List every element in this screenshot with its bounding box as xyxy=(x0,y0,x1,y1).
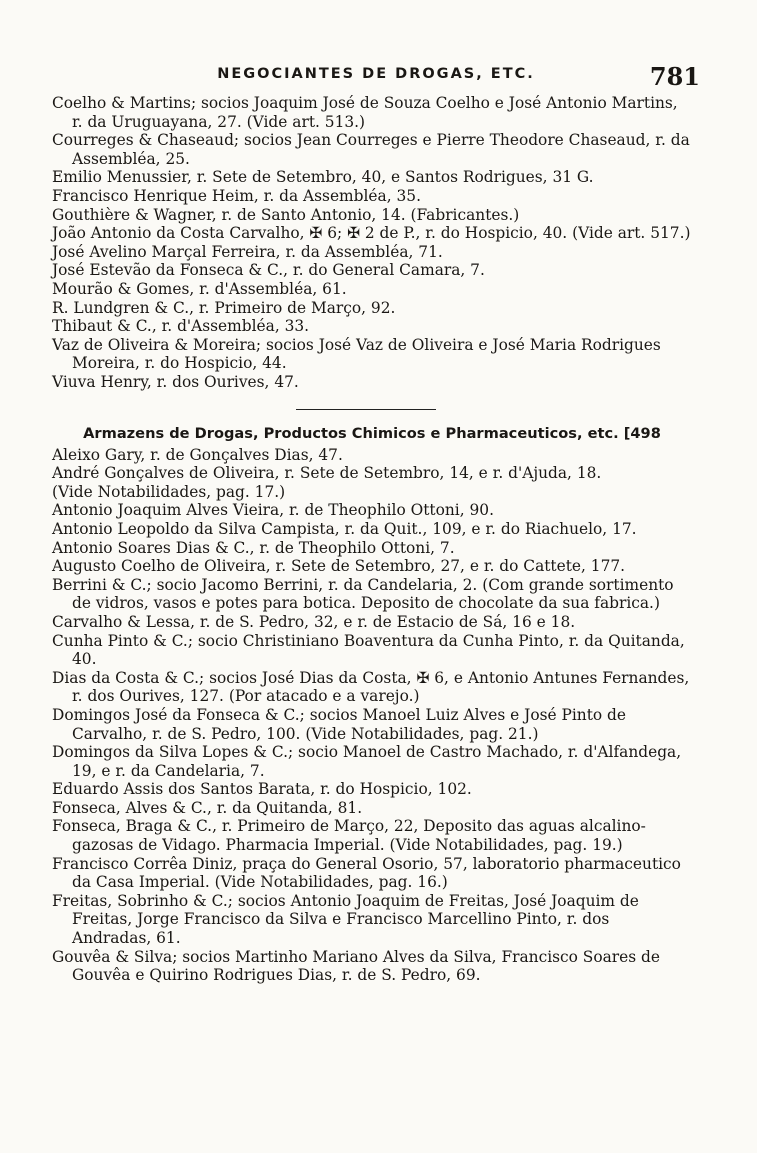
entry: Aleixo Gary, r. de Gonçalves Dias, 47. xyxy=(52,445,343,464)
entry: Vaz de Oliveira & Moreira; socios José Vaz de Oliveira e José Maria Rodrigues Moreira, r. do Hospicio, 44. xyxy=(52,335,661,373)
entry: Courreges & Chaseaud; socios Jean Courreges e Pierre Theodore Chaseaud, r. da Assembléa, 25. xyxy=(52,131,690,168)
entry: Berrini & C.; socio Jacomo Berrini, r. da Candelaria, 2. (Com grande sortimento de vidros, vasos e potes para botica. Deposito de chocolate da sua fabrica.) xyxy=(52,575,674,613)
section-drug-warehouses xyxy=(52,425,692,985)
entry: Antonio Joaquim Alves Vieira, r. de Theophilo Ottoni, 90. xyxy=(52,501,494,520)
entry: Carvalho & Lessa, r. de S. Pedro, 32, e r. de Estacio de Sá, 16 e 18. xyxy=(52,612,576,631)
entry: Dias da Costa & C.; socios José Dias da Costa, ✠ 6, e Antonio Antunes Fernandes, r. dos Ourives, 127. (Por atacado e a varejo.) xyxy=(52,668,690,706)
page-number: 781 xyxy=(649,62,700,91)
entry: André Gonçalves de Oliveira, r. Sete de Setembro, 14, e r. d'Ajuda, 18. xyxy=(52,464,602,483)
entry: Thibaut & C., r. d'Assembléa, 33. xyxy=(52,317,310,336)
entry: Gouthière & Wagner, r. de Santo Antonio, 14. (Fabricantes.) xyxy=(52,205,520,224)
entry: Francisco Henrique Heim, r. da Assembléa, 35. xyxy=(52,186,421,205)
section-drug-merchants xyxy=(52,94,692,392)
entry: Augusto Coelho de Oliveira, r. Sete de Setembro, 27, e r. do Cattete, 177. xyxy=(52,557,626,576)
entry: Domingos da Silva Lopes & C.; socio Manoel de Castro Machado, r. d'Alfandega, 19, e r. da Candelaria, 7. xyxy=(52,743,682,780)
running-title: NEGOCIANTES DE DROGAS, ETC. xyxy=(217,66,535,82)
entry: Antonio Leopoldo da Silva Campista, r. da Quit., 109, e r. do Riachuelo, 17. xyxy=(52,519,637,538)
entry: João Antonio da Costa Carvalho, ✠ 6; ✠ 2 de P., r. do Hospicio, 40. (Vide art. 517.) xyxy=(52,224,691,243)
entry: Fonseca, Braga & C., r. Primeiro de Março, 22, Deposito das aguas alcalino-gazosas de Vidago. Pharmacia Imperial. (Vide Notabilidades, pag. 19.) xyxy=(52,817,646,855)
entry: Domingos José da Fonseca & C.; socios Manoel Luiz Alves e José Pinto de Carvalho, r. de S. Pedro, 100. (Vide Notabilidades, pag. 21.) xyxy=(52,705,627,743)
entry: José Avelino Marçal Ferreira, r. da Assembléa, 71. xyxy=(52,242,443,261)
entry-continuation: (Vide Notabilidades, pag. 17.) xyxy=(52,482,286,501)
entry: Cunha Pinto & C.; socio Christiniano Boaventura da Cunha Pinto, r. da Quitanda, 40. xyxy=(52,631,685,669)
entry: Fonseca, Alves & C., r. da Quitanda, 81. xyxy=(52,798,363,817)
entry: Eduardo Assis dos Santos Barata, r. do Hospicio, 102. xyxy=(52,780,472,799)
section-divider xyxy=(296,409,436,410)
section-heading: Armazens de Drogas, Productos Chimicos e Pharmaceuticos, etc. [498 xyxy=(83,425,661,442)
entry: Emilio Menussier, r. Sete de Setembro, 40, e Santos Rodrigues, 31 G. xyxy=(52,168,594,187)
entry: Francisco Corrêa Diniz, praça do General Osorio, 57, laboratorio pharmaceutico da Casa Imperial. (Vide Notabilidades, pag. 16.) xyxy=(52,854,681,892)
entry: Mourão & Gomes, r. d'Assembléa, 61. xyxy=(52,279,347,298)
entry: Antonio Soares Dias & C., r. de Theophilo Ottoni, 7. xyxy=(52,538,455,557)
entry: José Estevão da Fonseca & C., r. do General Camara, 7. xyxy=(52,261,485,280)
entry: R. Lundgren & C., r. Primeiro de Março, 92. xyxy=(52,298,396,317)
entry: Gouvêa & Silva; socios Martinho Mariano Alves da Silva, Francisco Soares de Gouvêa e Quirino Rodrigues Dias, r. de S. Pedro, 69. xyxy=(52,947,661,985)
entry: Freitas, Sobrinho & C.; socios Antonio Joaquim de Freitas, José Joaquim de Freitas, Jorge Francisco da Silva e Francisco Marcellino Pinto, r. dos Andradas, 61. xyxy=(52,891,639,948)
entry: Coelho & Martins; socios Joaquim José de Souza Coelho e José Antonio Martins, r. da Uruguayana, 27. (Vide art. 513.) xyxy=(52,94,678,131)
page-header xyxy=(52,58,700,92)
entry: Viuva Henry, r. dos Ourives, 47. xyxy=(52,372,299,391)
